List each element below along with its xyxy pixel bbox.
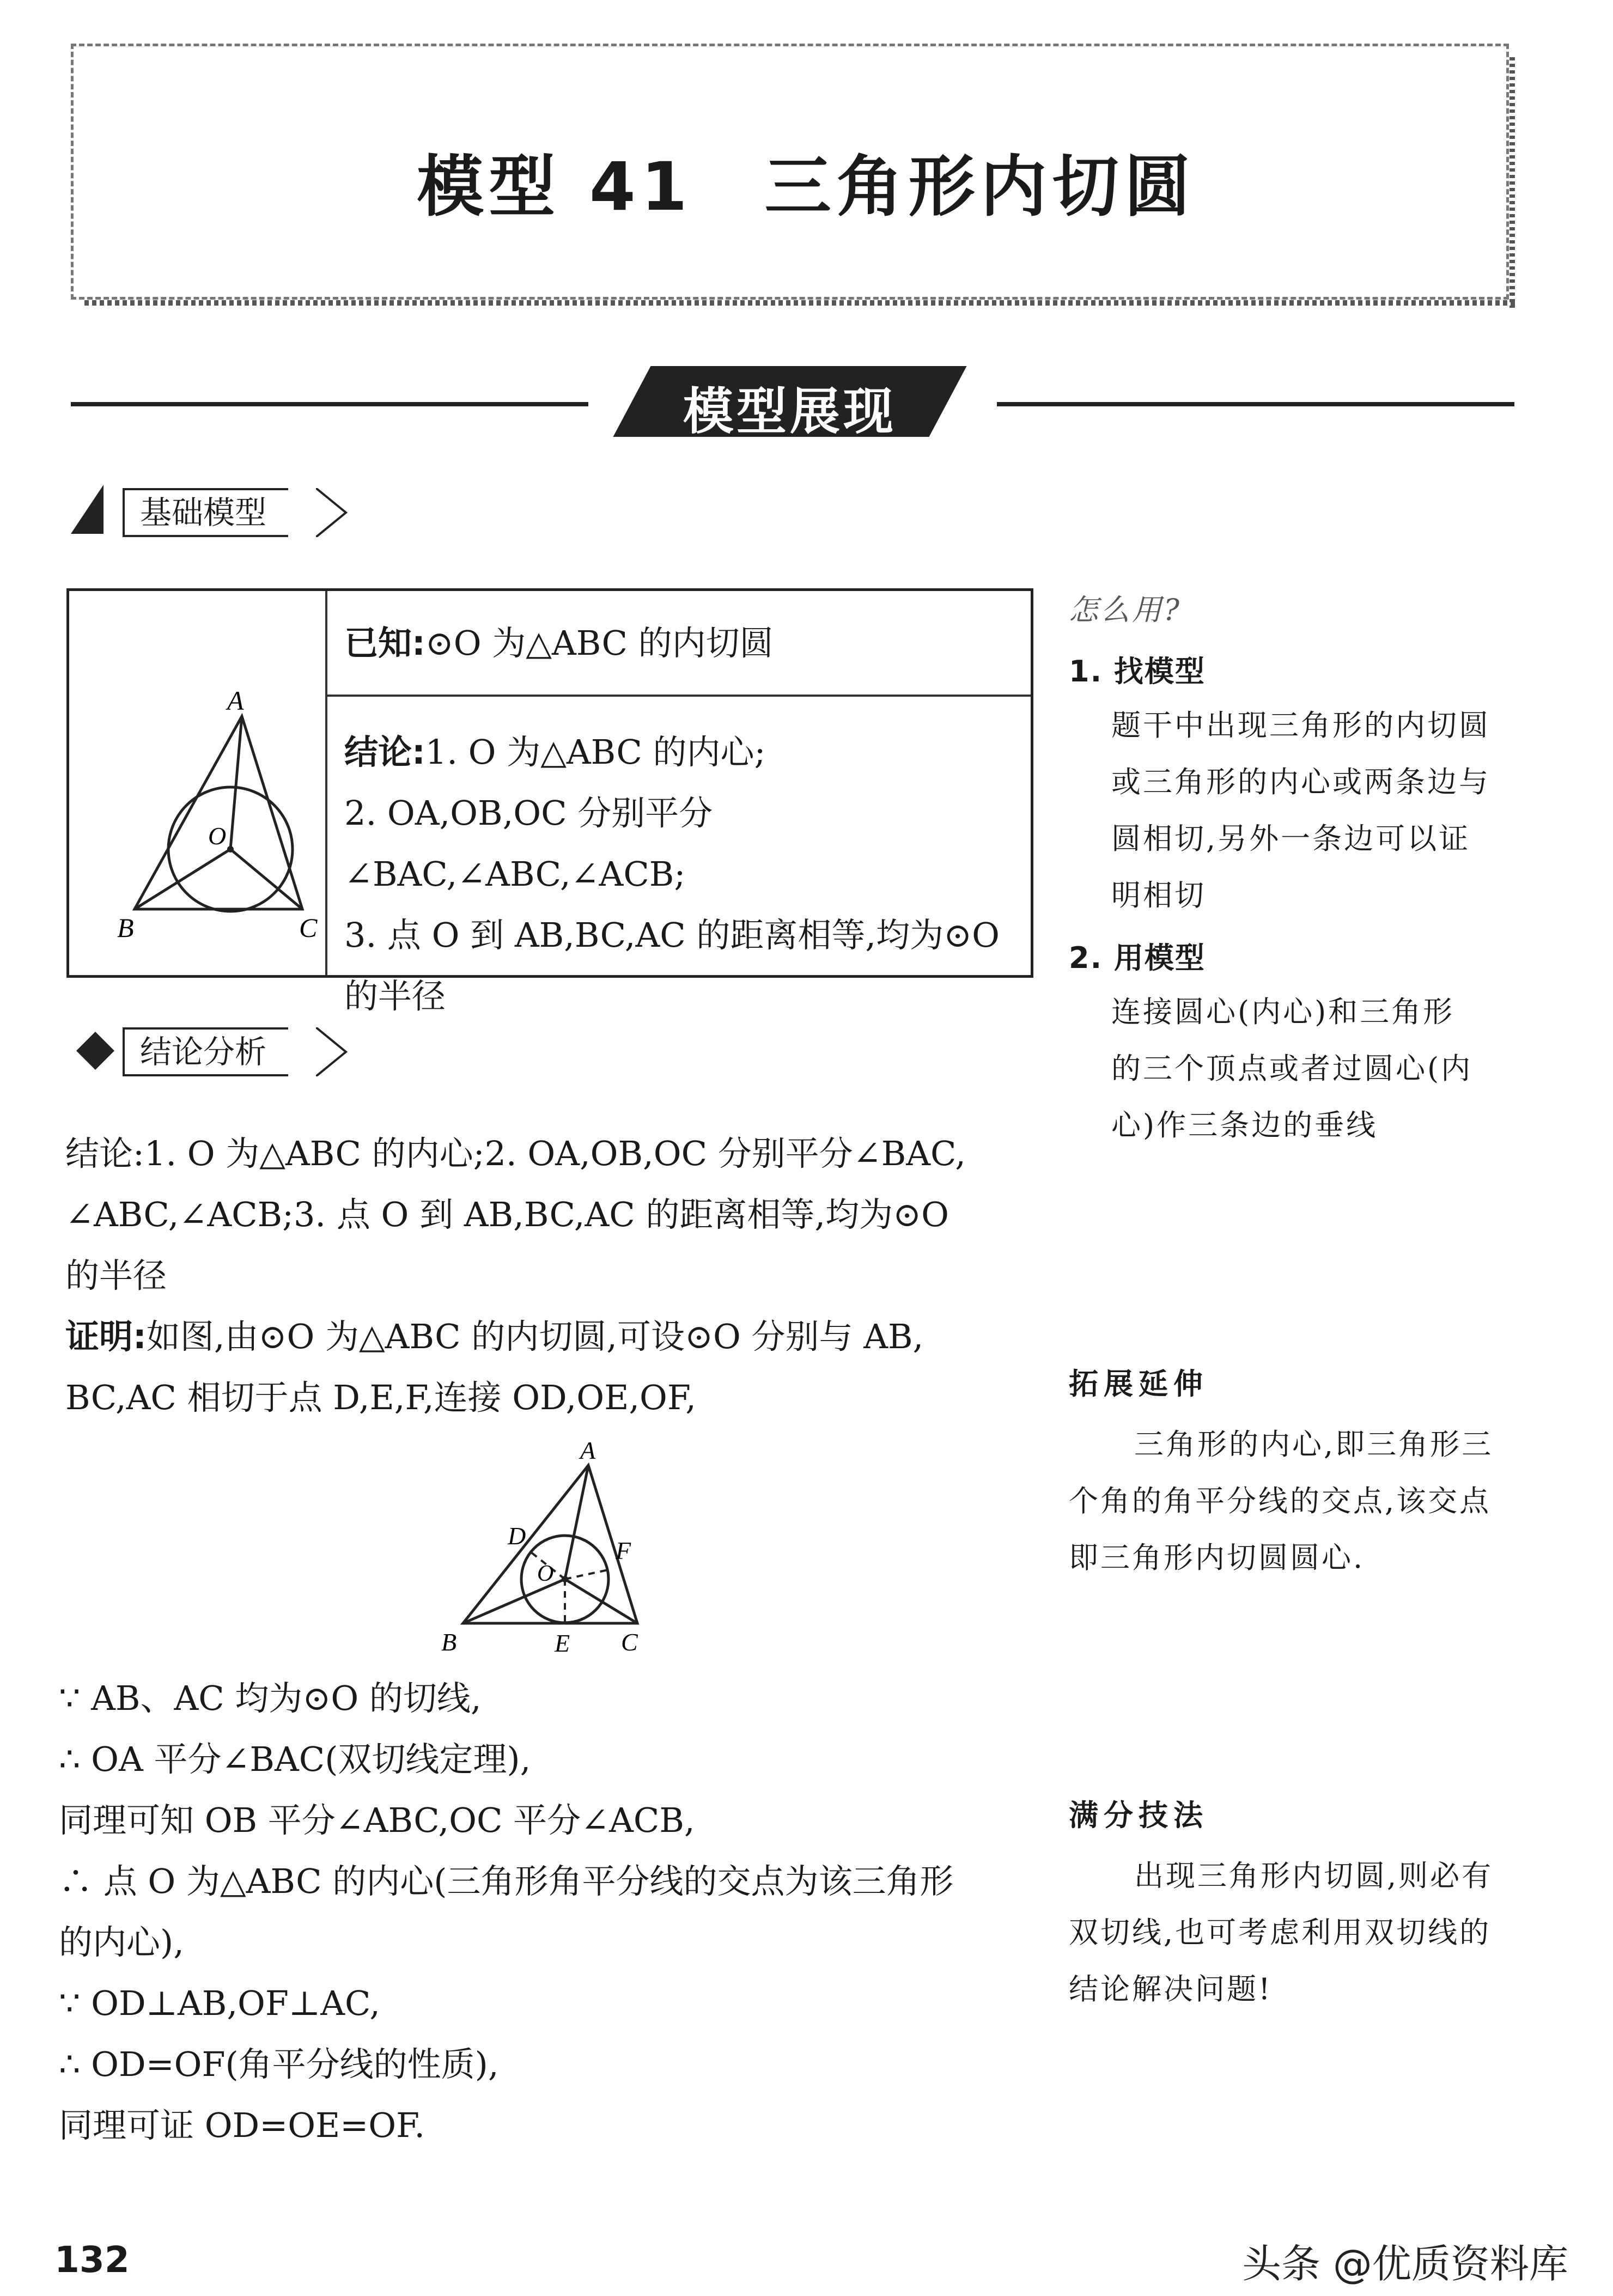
sidebar-line: 即三角形内切圆圆心.: [1069, 1540, 1365, 1575]
banner-rule-left: [71, 402, 588, 406]
page-number: 132: [54, 2239, 130, 2281]
vertex-label-b: B: [441, 1628, 457, 1656]
proof-figure: [430, 1438, 681, 1667]
conclusion-3b: 的半径: [344, 976, 446, 1016]
sidebar-line: 结论解决问题!: [1069, 1972, 1273, 2006]
basic-model-heading-label: 基础模型: [123, 488, 288, 537]
sidebar-line: 心)作三条边的垂线: [1111, 1108, 1378, 1142]
proof-step: ∵ OD⊥AB,OF⊥AC,: [59, 1983, 380, 2023]
proof-step: 的内心),: [59, 1922, 184, 1962]
sidebar-line: 三角形的内心,即三角形三: [1134, 1427, 1494, 1461]
sidebar-line: 出现三角形内切圆,则必有: [1134, 1859, 1494, 1893]
proof-intro-1: 如图,由⊙O 为△ABC 的内切圆,可设⊙O 分别与 AB,: [146, 1317, 924, 1356]
proof-step: 同理可证 OD=OE=OF.: [59, 2105, 425, 2145]
sidebar-line: 圆相切,另外一条边可以证: [1111, 821, 1471, 856]
sidebar-item1-body: [1111, 697, 1490, 924]
analysis-heading-label: 结论分析: [123, 1027, 288, 1076]
analysis-heading: [71, 1024, 354, 1079]
sidebar-how-to-use: 怎么用?: [1069, 593, 1182, 627]
center-label-o: O: [208, 822, 227, 850]
vertex-label-c: C: [621, 1628, 638, 1656]
known-label: 已知:: [344, 623, 425, 663]
conclusion-label: 结论:: [344, 732, 425, 772]
sidebar-line: 的三个顶点或者过圆心(内: [1111, 1051, 1473, 1086]
basic-model-heading: [71, 485, 354, 539]
proof-intro-2: BC,AC 相切于点 D,E,F,连接 OD,OE,OF,: [65, 1378, 696, 1417]
tips-title: 满分技法: [1069, 1798, 1208, 1832]
banner-rule-right: [997, 402, 1514, 406]
extension-body: [1069, 1416, 1521, 1586]
proof-step: ∴ 点 O 为△ABC 的内心(三角形角平分线的交点为该三角形: [59, 1861, 954, 1901]
sidebar-line: 双切线,也可考虑利用双切线的: [1069, 1915, 1492, 1950]
analysis-conclusion: [65, 1123, 1040, 1428]
proof-step: 同理可知 OB 平分∠ABC,OC 平分∠ACB,: [59, 1800, 695, 1840]
vertex-label-c: C: [299, 912, 318, 943]
known-text: ⊙O 为△ABC 的内切圆: [425, 623, 774, 663]
tips-body: [1069, 1848, 1521, 2018]
chevron-right-icon: [316, 488, 349, 537]
center-label-o: O: [537, 1561, 554, 1586]
proof-label: 证明:: [65, 1317, 147, 1356]
sidebar-line: 题干中出现三角形的内切圆: [1111, 708, 1490, 742]
point-label-f: F: [616, 1537, 631, 1564]
basic-model-table: [66, 588, 1033, 1016]
proof-step: ∴ OA 平分∠BAC(双切线定理),: [59, 1739, 531, 1779]
sidebar-item2-title: 2. 用模型: [1069, 941, 1206, 975]
vertex-label-a: A: [227, 685, 244, 716]
incircle-figure: [91, 662, 320, 945]
point-label-e: E: [555, 1629, 570, 1657]
section-banner-label: 模型展现: [683, 382, 897, 441]
proof-step: ∵ AB、AC 均为⊙O 的切线,: [59, 1678, 482, 1718]
known-row: [344, 613, 774, 674]
proof-steps: [59, 1668, 1039, 2156]
vertex-label-a: A: [580, 1438, 596, 1464]
chevron-right-icon: [316, 1027, 349, 1076]
sidebar-line: 或三角形的内心或两条边与: [1111, 765, 1490, 799]
conclusion-block: [344, 722, 1031, 1027]
sidebar-item1-title: 1. 找模型: [1069, 654, 1206, 689]
analysis-line: ∠ABC,∠ACB;3. 点 O 到 AB,BC,AC 的距离相等,均为⊙O: [65, 1195, 949, 1234]
sidebar-line: 个角的角平分线的交点,该交点: [1069, 1484, 1492, 1518]
sidebar-line: 连接圆心(内心)和三角形: [1111, 995, 1455, 1029]
proof-step: ∴ OD=OF(角平分线的性质),: [59, 2044, 499, 2084]
sidebar-line: 明相切: [1111, 878, 1206, 912]
point-label-d: D: [508, 1522, 526, 1550]
diamond-icon: [71, 1026, 125, 1075]
conclusion-3a: 3. 点 O 到 AB,BC,AC 的距离相等,均为⊙O: [344, 915, 1000, 955]
page-title: 模型 41 三角形内切圆: [417, 148, 1196, 226]
conclusion-1: 1. O 为△ABC 的内心;: [425, 732, 766, 772]
watermark: 头条 @优质资料库: [1242, 2241, 1568, 2287]
analysis-line: 结论:1. O 为△ABC 的内心;2. OA,OB,OC 分别平分∠BAC,: [65, 1134, 966, 1173]
analysis-line: 的半径: [65, 1256, 167, 1295]
extension-title: 拓展延伸: [1069, 1367, 1208, 1401]
conclusion-2: 2. OA,OB,OC 分别平分∠BAC,∠ABC,∠ACB;: [344, 793, 713, 894]
vertex-label-b: B: [117, 912, 134, 943]
sidebar-item2-body: [1111, 984, 1472, 1154]
